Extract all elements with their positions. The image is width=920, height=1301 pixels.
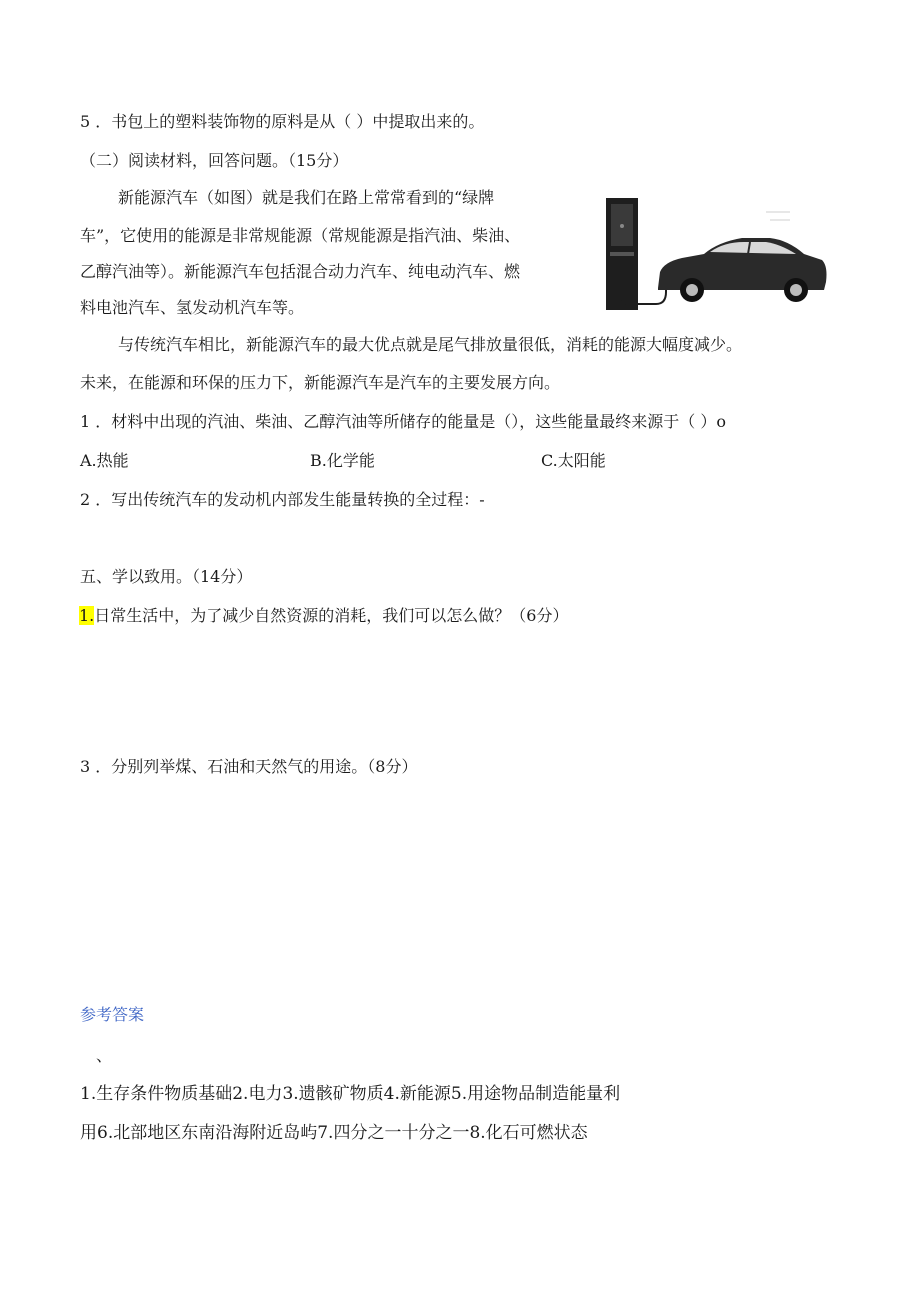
question-text: 日常生活中，为了减少自然资源的消耗，我们可以怎么做？（6分） — [94, 606, 569, 625]
question-5-3: 3 ．分别列举煤、石油和天然气的用途。（8分） — [80, 757, 418, 776]
answer-line: 1.生存条件物质基础2.电力3.遗骸矿物质4.新能源5.用途物品制造能量利 — [80, 1084, 621, 1104]
option-c: C.太阳能 — [541, 451, 606, 470]
material-line: 新能源汽车（如图）就是我们在路上常常看到的“绿牌 — [118, 188, 495, 207]
option-a: A.热能 — [80, 451, 129, 470]
highlighted-number: 1. — [79, 606, 95, 625]
question-1: 1 ．材料中出现的汽油、柴油、乙醇汽油等所储存的能量是（），这些能量最终来源于（ ）o — [80, 412, 726, 431]
material-line: 料电池汽车、氢发动机汽车等。 — [80, 298, 305, 317]
section-2-heading: （二）阅读材料，回答问题。（15分） — [80, 151, 349, 170]
material-line: 未来，在能源和环保的压力下，新能源汽车是汽车的主要发展方向。 — [80, 373, 561, 392]
answer-heading: 参考答案 — [80, 1005, 145, 1024]
material-line: 与传统汽车相比，新能源汽车的最大优点就是尾气排放量很低，消耗的能源大幅度减少。 — [118, 335, 743, 354]
question-5: 5 ．书包上的塑料装饰物的原料是从（ ）中提取出来的。 — [80, 112, 485, 131]
section-5-heading: 五、学以致用。（14分） — [80, 567, 253, 586]
answer-mark: 、 — [96, 1046, 113, 1065]
ev-charging-car-icon — [600, 192, 836, 316]
material-line: 车”，它使用的能源是非常规能源（常规能源是指汽油、柴油、 — [80, 226, 521, 245]
answer-line: 用6.北部地区东南沿海附近岛屿7.四分之一十分之一8.化石可燃状态 — [80, 1123, 588, 1143]
question-5-1 — [79, 606, 568, 626]
material-line: 乙醇汽油等）。新能源汽车包括混合动力汽车、纯电动汽车、燃 — [80, 262, 521, 281]
question-2: 2 ．写出传统汽车的发动机内部发生能量转换的全过程：- — [80, 490, 485, 509]
option-b: B.化学能 — [310, 451, 375, 470]
